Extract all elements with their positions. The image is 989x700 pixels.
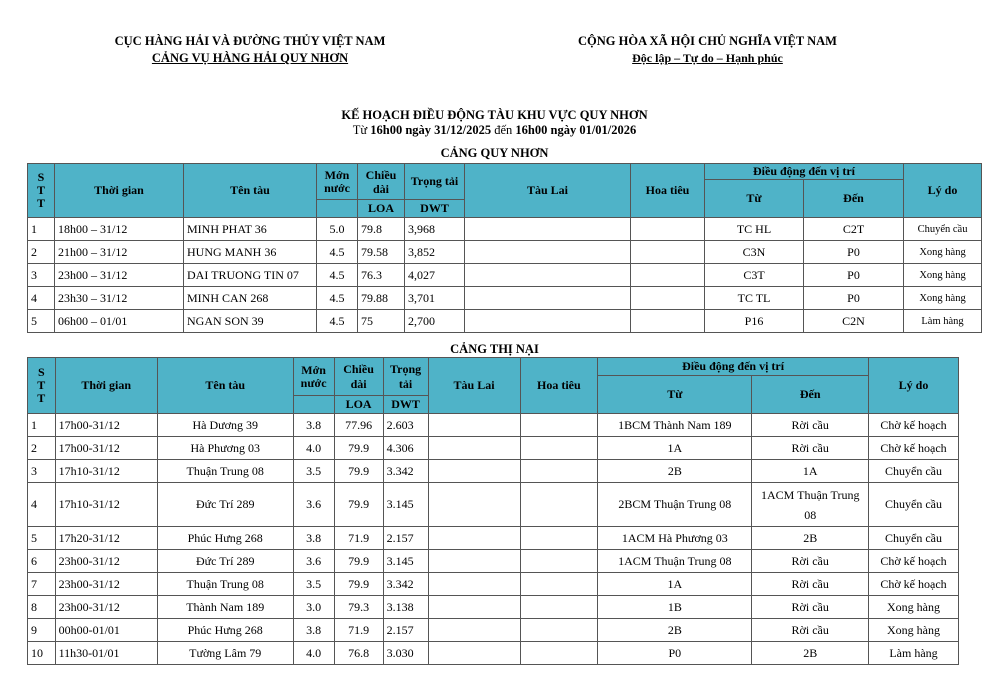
- cell-loa: 79.58: [358, 241, 405, 264]
- cell-tug: [428, 414, 520, 437]
- cell-from: P16: [705, 310, 804, 333]
- cell-draft: 3.5: [293, 460, 334, 483]
- cell-pilot: [520, 596, 598, 619]
- cell-stt: 6: [28, 550, 56, 573]
- cell-stt: 9: [28, 619, 56, 642]
- cell-tug: [428, 527, 520, 550]
- cell-loa: 79.8: [358, 218, 405, 241]
- cell-draft: 3.6: [293, 483, 334, 527]
- cell-to: P0: [804, 264, 904, 287]
- cell-time: 00h00-01/01: [55, 619, 157, 642]
- cell-from: TC TL: [705, 287, 804, 310]
- cell-tug: [465, 241, 631, 264]
- col-tug: Tàu Lai: [428, 358, 520, 414]
- col-draft: Mớn nước: [293, 358, 334, 396]
- col-reason: Lý do: [868, 358, 958, 414]
- cell-to: P0: [804, 287, 904, 310]
- cell-dwt: 3.138: [383, 596, 428, 619]
- cell-loa: 75: [358, 310, 405, 333]
- cell-to: Rời cầu: [752, 550, 869, 573]
- col-draft-unit: [317, 200, 358, 218]
- cell-stt: 4: [28, 483, 56, 527]
- national-header: [530, 33, 885, 67]
- cell-ship: HUNG MANH 36: [184, 241, 317, 264]
- cell-stt: 1: [28, 414, 56, 437]
- cell-time: 21h00 – 31/12: [55, 241, 184, 264]
- document-title: KẾ HOẠCH ĐIỀU ĐỘNG TÀU KHU VỰC QUY NHƠN: [341, 108, 648, 122]
- cell-ship: Phúc Hưng 268: [157, 527, 293, 550]
- cell-pilot: [520, 483, 598, 527]
- col-draft-unit: [293, 396, 334, 414]
- cell-time: 23h00-31/12: [55, 596, 157, 619]
- issuer-line1: CỤC HÀNG HẢI VÀ ĐƯỜNG THỦY VIỆT NAM: [114, 34, 386, 48]
- cell-time: 18h00 – 31/12: [55, 218, 184, 241]
- cell-loa: 79.9: [334, 460, 383, 483]
- cell-time: 23h30 – 31/12: [55, 287, 184, 310]
- cell-draft: 3.0: [293, 596, 334, 619]
- cell-from: TC HL: [705, 218, 804, 241]
- col-loa: LOA: [358, 200, 405, 218]
- table-row: [28, 310, 982, 333]
- col-stt: S T T: [28, 358, 56, 414]
- cell-tug: [465, 264, 631, 287]
- col-move: Điều động đến vị trí: [705, 164, 904, 180]
- table-row: [28, 550, 959, 573]
- cell-dwt: 3.145: [383, 550, 428, 573]
- cell-from: 1ACM Thuận Trung 08: [598, 550, 752, 573]
- port2-title: CẢNG THỊ NẠI: [450, 342, 539, 356]
- national-line1: CỘNG HÒA XÃ HỘI CHỦ NGHĨA VIỆT NAM: [578, 34, 837, 48]
- cell-time: 17h00-31/12: [55, 437, 157, 460]
- cell-stt: 8: [28, 596, 56, 619]
- cell-tug: [428, 550, 520, 573]
- cell-stt: 10: [28, 642, 56, 665]
- cell-dwt: 2.157: [383, 619, 428, 642]
- issuer-header: [70, 33, 430, 67]
- cell-stt: 7: [28, 573, 56, 596]
- cell-draft: 3.8: [293, 414, 334, 437]
- cell-reason: Chuyển cầu: [868, 527, 958, 550]
- cell-tug: [428, 619, 520, 642]
- cell-to: 1ACM Thuận Trung 08: [752, 483, 869, 527]
- cell-time: 17h10-31/12: [55, 483, 157, 527]
- document-subtitle: [0, 123, 989, 138]
- cell-dwt: 2,700: [405, 310, 465, 333]
- cell-ship: MINH PHAT 36: [184, 218, 317, 241]
- cell-reason: Xong hàng: [868, 596, 958, 619]
- cell-loa: 76.8: [334, 642, 383, 665]
- cell-from: 2B: [598, 619, 752, 642]
- cell-pilot: [631, 310, 705, 333]
- cell-loa: 77.96: [334, 414, 383, 437]
- cell-draft: 3.5: [293, 573, 334, 596]
- cell-pilot: [520, 642, 598, 665]
- cell-to: P0: [804, 241, 904, 264]
- cell-to: 2B: [752, 527, 869, 550]
- cell-dwt: 2.603: [383, 414, 428, 437]
- cell-from: C3N: [705, 241, 804, 264]
- table-row: [28, 460, 959, 483]
- col-loa: LOA: [334, 396, 383, 414]
- cell-draft: 3.6: [293, 550, 334, 573]
- cell-reason: Xong hàng: [904, 287, 982, 310]
- cell-tug: [465, 310, 631, 333]
- cell-dwt: 2.157: [383, 527, 428, 550]
- cell-dwt: 3.030: [383, 642, 428, 665]
- cell-ship: DAI TRUONG TIN 07: [184, 264, 317, 287]
- table-row: [28, 619, 959, 642]
- table-row: [28, 414, 959, 437]
- national-motto: Độc lập – Tự do – Hạnh phúc: [632, 51, 783, 65]
- cell-time: 23h00 – 31/12: [55, 264, 184, 287]
- col-tonnage: Trọng tải: [383, 358, 428, 396]
- cell-reason: Chờ kế hoạch: [868, 550, 958, 573]
- col-length: Chiều dài: [358, 164, 405, 200]
- cell-reason: Chuyển cầu: [904, 218, 982, 241]
- col-pilot: Hoa tiêu: [520, 358, 598, 414]
- cell-stt: 2: [28, 437, 56, 460]
- col-stt: S T T: [28, 164, 55, 218]
- cell-ship: Thuận Trung 08: [157, 460, 293, 483]
- table-row: [28, 527, 959, 550]
- cell-from: 1A: [598, 437, 752, 460]
- cell-tug: [428, 573, 520, 596]
- cell-to: Rời cầu: [752, 619, 869, 642]
- table-row: [28, 264, 982, 287]
- cell-draft: 3.8: [293, 619, 334, 642]
- cell-loa: 71.9: [334, 619, 383, 642]
- cell-time: 06h00 – 01/01: [55, 310, 184, 333]
- cell-draft: 4.5: [317, 241, 358, 264]
- cell-ship: Phúc Hưng 268: [157, 619, 293, 642]
- cell-loa: 79.3: [334, 596, 383, 619]
- cell-dwt: 4,027: [405, 264, 465, 287]
- cell-to: C2T: [804, 218, 904, 241]
- cell-loa: 76.3: [358, 264, 405, 287]
- cell-dwt: 3,968: [405, 218, 465, 241]
- port2-table: [27, 357, 959, 665]
- table-row: [28, 437, 959, 460]
- cell-stt: 2: [28, 241, 55, 264]
- subtitle-from-time: 16h00 ngày 31/12/2025: [370, 123, 492, 137]
- cell-ship: Đức Trí 289: [157, 483, 293, 527]
- cell-draft: 5.0: [317, 218, 358, 241]
- cell-to: C2N: [804, 310, 904, 333]
- cell-loa: 79.9: [334, 550, 383, 573]
- cell-to: 2B: [752, 642, 869, 665]
- cell-from: 2BCM Thuận Trung 08: [598, 483, 752, 527]
- col-reason: Lý do: [904, 164, 982, 218]
- col-pilot: Hoa tiêu: [631, 164, 705, 218]
- cell-tug: [465, 218, 631, 241]
- table-row: [28, 483, 959, 527]
- cell-to: 1A: [752, 460, 869, 483]
- cell-stt: 1: [28, 218, 55, 241]
- cell-to: Rời cầu: [752, 596, 869, 619]
- cell-reason: Làm hàng: [868, 642, 958, 665]
- cell-loa: 79.88: [358, 287, 405, 310]
- cell-time: 17h10-31/12: [55, 460, 157, 483]
- cell-reason: Chuyển cầu: [868, 483, 958, 527]
- cell-ship: NGAN SON 39: [184, 310, 317, 333]
- cell-pilot: [520, 550, 598, 573]
- cell-stt: 5: [28, 527, 56, 550]
- cell-time: 11h30-01/01: [55, 642, 157, 665]
- table-row: [28, 596, 959, 619]
- subtitle-to-word: đến: [491, 123, 516, 137]
- subtitle-to-time: 16h00 ngày 01/01/2026: [515, 123, 637, 137]
- cell-tug: [428, 483, 520, 527]
- cell-dwt: 3.342: [383, 573, 428, 596]
- cell-pilot: [520, 437, 598, 460]
- col-time: Thời gian: [55, 358, 157, 414]
- cell-from: C3T: [705, 264, 804, 287]
- cell-pilot: [520, 573, 598, 596]
- cell-ship: Hà Dương 39: [157, 414, 293, 437]
- cell-stt: 3: [28, 460, 56, 483]
- cell-ship: Đức Trí 289: [157, 550, 293, 573]
- cell-draft: 4.5: [317, 264, 358, 287]
- cell-from: 2B: [598, 460, 752, 483]
- cell-from: P0: [598, 642, 752, 665]
- cell-pilot: [520, 414, 598, 437]
- cell-reason: Chuyển cầu: [868, 460, 958, 483]
- cell-time: 17h20-31/12: [55, 527, 157, 550]
- col-to: Đến: [804, 180, 904, 218]
- col-move: Điều động đến vị trí: [598, 358, 869, 376]
- col-time: Thời gian: [55, 164, 184, 218]
- table-row: [28, 218, 982, 241]
- cell-to: Rời cầu: [752, 437, 869, 460]
- col-dwt: DWT: [383, 396, 428, 414]
- cell-stt: 3: [28, 264, 55, 287]
- cell-tug: [428, 460, 520, 483]
- cell-ship: Hà Phương 03: [157, 437, 293, 460]
- cell-pilot: [520, 527, 598, 550]
- cell-pilot: [631, 287, 705, 310]
- cell-dwt: 3.145: [383, 483, 428, 527]
- cell-draft: 3.8: [293, 527, 334, 550]
- cell-draft: 4.5: [317, 310, 358, 333]
- col-tonnage: Trọng tải: [405, 164, 465, 200]
- cell-from: 1A: [598, 573, 752, 596]
- cell-from: 1B: [598, 596, 752, 619]
- col-to: Đến: [752, 376, 869, 414]
- col-from: Từ: [598, 376, 752, 414]
- cell-dwt: 4.306: [383, 437, 428, 460]
- cell-reason: Chờ kế hoạch: [868, 437, 958, 460]
- cell-draft: 4.0: [293, 437, 334, 460]
- cell-reason: Chờ kế hoạch: [868, 573, 958, 596]
- cell-time: 23h00-31/12: [55, 573, 157, 596]
- cell-time: 23h00-31/12: [55, 550, 157, 573]
- issuer-line2: CẢNG VỤ HÀNG HẢI QUY NHƠN: [151, 51, 349, 65]
- col-ship: Tên tàu: [184, 164, 317, 218]
- cell-reason: Xong hàng: [904, 241, 982, 264]
- cell-to: Rời cầu: [752, 414, 869, 437]
- cell-stt: 4: [28, 287, 55, 310]
- cell-from: 1BCM Thành Nam 189: [598, 414, 752, 437]
- col-tug: Tàu Lai: [465, 164, 631, 218]
- cell-from: 1ACM Hà Phương 03: [598, 527, 752, 550]
- col-draft: Mớn nước: [317, 164, 358, 200]
- cell-ship: Tường Lâm 79: [157, 642, 293, 665]
- cell-pilot: [631, 241, 705, 264]
- cell-ship: MINH CAN 268: [184, 287, 317, 310]
- col-ship: Tên tàu: [157, 358, 293, 414]
- cell-ship: Thuận Trung 08: [157, 573, 293, 596]
- cell-tug: [428, 596, 520, 619]
- cell-draft: 4.5: [317, 287, 358, 310]
- table-row: [28, 287, 982, 310]
- cell-reason: Xong hàng: [868, 619, 958, 642]
- table-row: [28, 241, 982, 264]
- cell-ship: Thành Nam 189: [157, 596, 293, 619]
- col-from: Từ: [705, 180, 804, 218]
- port1-title: CẢNG QUY NHƠN: [440, 146, 549, 160]
- col-length: Chiều dài: [334, 358, 383, 396]
- cell-draft: 4.0: [293, 642, 334, 665]
- cell-tug: [428, 642, 520, 665]
- cell-loa: 79.9: [334, 437, 383, 460]
- cell-tug: [465, 287, 631, 310]
- cell-to: Rời cầu: [752, 573, 869, 596]
- table-row: [28, 642, 959, 665]
- table-row: [28, 573, 959, 596]
- cell-time: 17h00-31/12: [55, 414, 157, 437]
- cell-dwt: 3.342: [383, 460, 428, 483]
- port1-table: [27, 163, 982, 333]
- col-dwt: DWT: [405, 200, 465, 218]
- cell-pilot: [520, 619, 598, 642]
- cell-dwt: 3,701: [405, 287, 465, 310]
- cell-pilot: [520, 460, 598, 483]
- cell-loa: 71.9: [334, 527, 383, 550]
- cell-reason: Chờ kế hoạch: [868, 414, 958, 437]
- cell-reason: Xong hàng: [904, 264, 982, 287]
- cell-reason: Làm hàng: [904, 310, 982, 333]
- cell-tug: [428, 437, 520, 460]
- cell-pilot: [631, 218, 705, 241]
- cell-stt: 5: [28, 310, 55, 333]
- cell-loa: 79.9: [334, 573, 383, 596]
- subtitle-from-word: Từ: [352, 123, 371, 137]
- cell-dwt: 3,852: [405, 241, 465, 264]
- cell-pilot: [631, 264, 705, 287]
- cell-loa: 79.9: [334, 483, 383, 527]
